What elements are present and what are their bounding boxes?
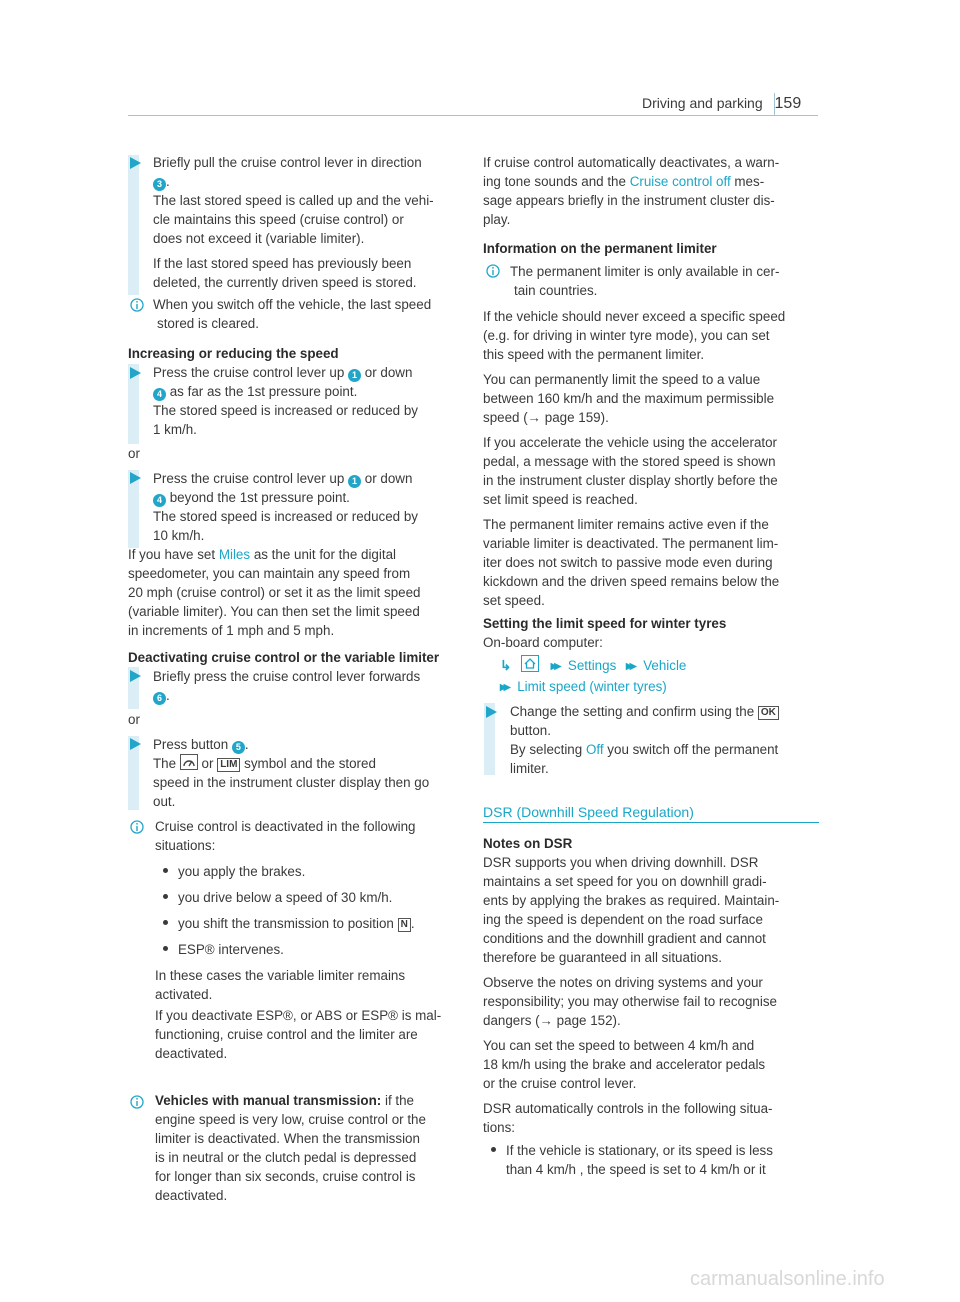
step-text: limiter.	[510, 761, 549, 776]
heading-winter: Setting the limit speed for winter tyres	[483, 616, 727, 631]
para-line: this speed with the permanent limiter.	[483, 347, 705, 362]
note-line: situations:	[155, 838, 216, 853]
step-press2	[153, 469, 473, 545]
note-line: When you switch off the vehicle, the last speed	[153, 297, 432, 312]
para-line: kickdown and the driven speed remains below the	[483, 574, 780, 589]
ok-key-icon: OK	[758, 706, 779, 720]
header-rule	[128, 115, 818, 116]
result-line: 1 km/h.	[153, 422, 197, 437]
list-item: you shift the transmission to position	[178, 916, 394, 931]
page-number: 159	[774, 95, 802, 112]
list-item: than 4 km/h , the speed is set to 4 km/h or it	[506, 1162, 766, 1177]
step-forwards	[153, 667, 473, 705]
home-icon[interactable]	[521, 655, 539, 672]
step-text: Press the cruise control lever up	[153, 365, 345, 380]
info-icon	[130, 298, 144, 312]
para-line: speedometer, you can maintain any speed from	[128, 566, 411, 581]
para-line: variable limiter is deactivated. The permanent lim-	[483, 536, 779, 551]
para-line: tions:	[483, 1120, 516, 1135]
auto-paragraph	[483, 153, 823, 229]
callout-number: 1	[348, 475, 361, 488]
para-text: mes-	[734, 174, 765, 189]
para-line: 20 mph (cruise control) or set it as the limit speed	[128, 585, 421, 600]
para-line: play.	[483, 212, 511, 227]
para-line: pedal, a message with the stored speed is shown	[483, 454, 776, 469]
para-line: ing the speed is dependent on the road surface	[483, 912, 763, 927]
bullet-icon	[163, 894, 168, 899]
para-line: If the vehicle should never exceed a specific speed	[483, 309, 786, 324]
info-icon	[130, 820, 144, 834]
step-text: Briefly press the cruise control lever forwards	[153, 669, 421, 684]
para-line: If you accelerate the vehicle using the accelerator	[483, 435, 778, 450]
step-text: or down	[364, 365, 413, 380]
para-line: You can permanently limit the speed to a value	[483, 372, 761, 387]
chevron-right-icon: ▸▸	[500, 679, 508, 694]
chevron-right-icon: ▸▸	[626, 658, 634, 673]
para-text: If you have set	[128, 547, 216, 562]
menu-settings[interactable]: Settings	[567, 658, 617, 673]
return-arrow-icon: ↳	[500, 658, 512, 673]
para-line: cle maintains this speed (cruise control) or	[153, 212, 404, 227]
heading-increase: Increasing or reducing the speed	[128, 346, 339, 361]
para-line: The permanent limiter remains active even if the	[483, 517, 769, 532]
para-line: set speed.	[483, 593, 545, 608]
para-line: ents by applying the brakes as required. Maintain-	[483, 893, 780, 908]
step-text: beyond the 1st pressure point.	[169, 490, 350, 505]
note-line: The permanent limiter is only available in cer-	[510, 264, 780, 279]
callout-number: 5	[232, 741, 245, 754]
chevron-right-icon: ▸▸	[550, 658, 559, 673]
note-line: limiter is deactivated. When the transmission	[155, 1131, 420, 1146]
step-text: By selecting	[510, 742, 583, 757]
result-line: The stored speed is increased or reduced by	[153, 403, 418, 418]
list-item: ESP® intervenes.	[178, 942, 284, 957]
action-arrow-icon	[130, 367, 141, 379]
action-arrow-icon	[486, 706, 497, 718]
note-line: activated.	[155, 987, 213, 1002]
para-text: as the unit for the digital	[253, 547, 396, 562]
limiter-icon: LIM	[217, 758, 240, 772]
note-line: engine speed is very low, cruise control or the	[155, 1112, 426, 1127]
note-line: functioning, cruise control and the limiter are	[155, 1027, 418, 1042]
para-line: conditions and the downhill gradient and cannot	[483, 931, 766, 946]
step-press1	[153, 363, 473, 439]
cruise-control-icon	[180, 754, 198, 770]
para-line: between 160 km/h and the maximum permissible	[483, 391, 775, 406]
step-text: .	[166, 174, 170, 189]
page-number-divider	[774, 93, 775, 115]
step-text: Press button	[153, 737, 229, 752]
note-line: If you deactivate ESP®, or ABS or ESP® is mal-	[155, 1008, 442, 1023]
para-line: therefore be guaranteed in all situations.	[483, 950, 722, 965]
note-off	[153, 295, 473, 333]
para-line: The last stored speed is called up and the vehi-	[153, 193, 434, 208]
step-text: symbol and the stored	[244, 756, 376, 771]
para-line: You can set the speed to between 4 km/h and	[483, 1038, 755, 1053]
result-line: 10 km/h.	[153, 528, 205, 543]
step-text: Press the cruise control lever up	[153, 471, 345, 486]
para-line: in the instrument cluster display shortly before the	[483, 473, 778, 488]
para-line: responsibility; you may otherwise fail to recognise	[483, 994, 777, 1009]
para-line: sage appears briefly in the instrument cluster dis-	[483, 193, 775, 208]
menu-path-2	[500, 677, 667, 696]
para-line: Observe the notes on driving systems and your	[483, 975, 763, 990]
callout-number: 4	[153, 494, 166, 507]
step-text: you switch off the permanent	[607, 742, 779, 757]
note-deactivated: Cruise control is deactivated in the following situations: you apply the brakes. you drive below a speed of 30 km/h. you shift the transmission to position N . ESP® intervenes. In these cases the variable limiter remains activated. If you deactivate ESP®, or ABS or ESP® is mal- functioning, cruise control and the limiter are deactivated.	[155, 817, 475, 1063]
para-line: speed (→ page 159).	[483, 410, 609, 425]
step-text: .	[166, 688, 170, 703]
info-icon	[486, 264, 500, 278]
note-text: if the	[384, 1093, 414, 1108]
note-bold: Vehicles with manual transmission:	[155, 1093, 382, 1108]
list-item: you apply the brakes.	[178, 864, 306, 879]
step-bar	[128, 155, 139, 295]
heading-deactivate: Deactivating cruise control or the variable limiter	[128, 650, 440, 665]
para-line: (variable limiter). You can then set the limit speed	[128, 604, 420, 619]
note-line: for longer than six seconds, cruise control is	[155, 1169, 416, 1184]
para-line: 18 km/h using the brake and accelerator pedals	[483, 1057, 766, 1072]
step-text: as far as the 1st pressure point.	[169, 384, 358, 399]
para-line: dangers (→ page 152).	[483, 1013, 621, 1028]
section-rule	[483, 822, 819, 823]
step-text: .	[244, 737, 249, 752]
action-arrow-icon	[130, 738, 141, 750]
bullet-icon	[491, 1147, 496, 1152]
para-line: iter does not switch to passive mode even during	[483, 555, 773, 570]
para-line: maintains a set speed for you on downhill gradi-	[483, 874, 767, 889]
cruise-control-off-link[interactable]: Cruise control off	[629, 174, 731, 189]
or-text: or	[128, 712, 140, 727]
note-line: deactivated.	[155, 1188, 228, 1203]
step-text: speed in the instrument cluster display then go	[153, 775, 430, 790]
list-item: If the vehicle is stationary, or its speed is less	[506, 1143, 773, 1158]
result-line: The stored speed is increased or reduced by	[153, 509, 418, 524]
note-line: deactivated.	[155, 1046, 228, 1061]
para-line: If cruise control automatically deactivates, a warn-	[483, 155, 780, 170]
para-line: deleted, the currently driven speed is stored.	[153, 275, 417, 290]
para-line: in increments of 1 mph and 5 mph.	[128, 623, 335, 638]
callout-number: 4	[153, 388, 166, 401]
note-manual	[155, 1091, 475, 1205]
para-line: If the last stored speed has previously been	[153, 256, 412, 271]
menu-limit-speed[interactable]: Limit speed (winter tyres)	[517, 679, 667, 694]
step-text: out.	[153, 794, 176, 809]
step-text: The	[153, 756, 177, 771]
onboard-label: On-board computer:	[483, 635, 603, 650]
bullet-icon	[163, 868, 168, 873]
menu-path	[500, 655, 686, 675]
callout-number: 1	[348, 369, 361, 382]
note-permanent	[510, 262, 820, 300]
section-title-dsr: DSR (Downhill Speed Regulation)	[483, 804, 694, 820]
gear-n-icon: N	[398, 918, 411, 932]
para-line: does not exceed it (variable limiter).	[153, 231, 365, 246]
action-arrow-icon	[130, 157, 141, 169]
list-item: you drive below a speed of 30 km/h.	[178, 890, 393, 905]
para-line: set limit speed is reached.	[483, 492, 638, 507]
step-button	[153, 735, 473, 811]
or-text: or	[128, 446, 140, 461]
step-text: or down	[364, 471, 413, 486]
para-line: (e.g. for driving in winter tyre mode), you can set	[483, 328, 770, 343]
para-text: ing tone sounds and the	[483, 174, 626, 189]
miles-paragraph	[128, 545, 458, 640]
section-title: Driving and parking	[642, 95, 763, 111]
page-header	[642, 94, 801, 113]
miles-link[interactable]: Miles	[218, 547, 251, 562]
action-arrow-icon	[130, 472, 141, 484]
watermark: carmanualsonline.info	[690, 1268, 885, 1290]
step-pull	[153, 153, 473, 292]
note-line: In these cases the variable limiter remains	[155, 968, 406, 983]
callout-number: 6	[153, 692, 166, 705]
info-icon	[130, 1095, 144, 1109]
off-link[interactable]: Off	[585, 742, 604, 757]
permanent-body	[483, 307, 823, 610]
note-line: is in neutral or the clutch pedal is depressed	[155, 1150, 417, 1165]
para-line: DSR automatically controls in the following situa-	[483, 1101, 773, 1116]
note-line: stored is cleared.	[157, 316, 259, 331]
bullet-icon	[163, 946, 168, 951]
dsr-body	[483, 853, 823, 1179]
bullet-icon	[163, 920, 168, 925]
step-text: button.	[510, 723, 551, 738]
para-line: DSR supports you when driving downhill. DSR	[483, 855, 759, 870]
note-line: Cruise control is deactivated in the following	[155, 819, 416, 834]
heading-notes-dsr: Notes on DSR	[483, 836, 573, 851]
step-text: or	[201, 756, 214, 771]
heading-permanent: Information on the permanent limiter	[483, 241, 717, 256]
callout-number: 3	[153, 178, 166, 191]
menu-vehicle[interactable]: Vehicle	[643, 658, 687, 673]
note-line: tain countries.	[514, 283, 598, 298]
action-arrow-icon	[130, 670, 141, 682]
step-text: Change the setting and confirm using the	[510, 704, 755, 719]
step-text: Briefly pull the cruise control lever in direction	[153, 155, 422, 170]
step-change	[510, 702, 820, 778]
para-line: or the cruise control lever.	[483, 1076, 637, 1091]
